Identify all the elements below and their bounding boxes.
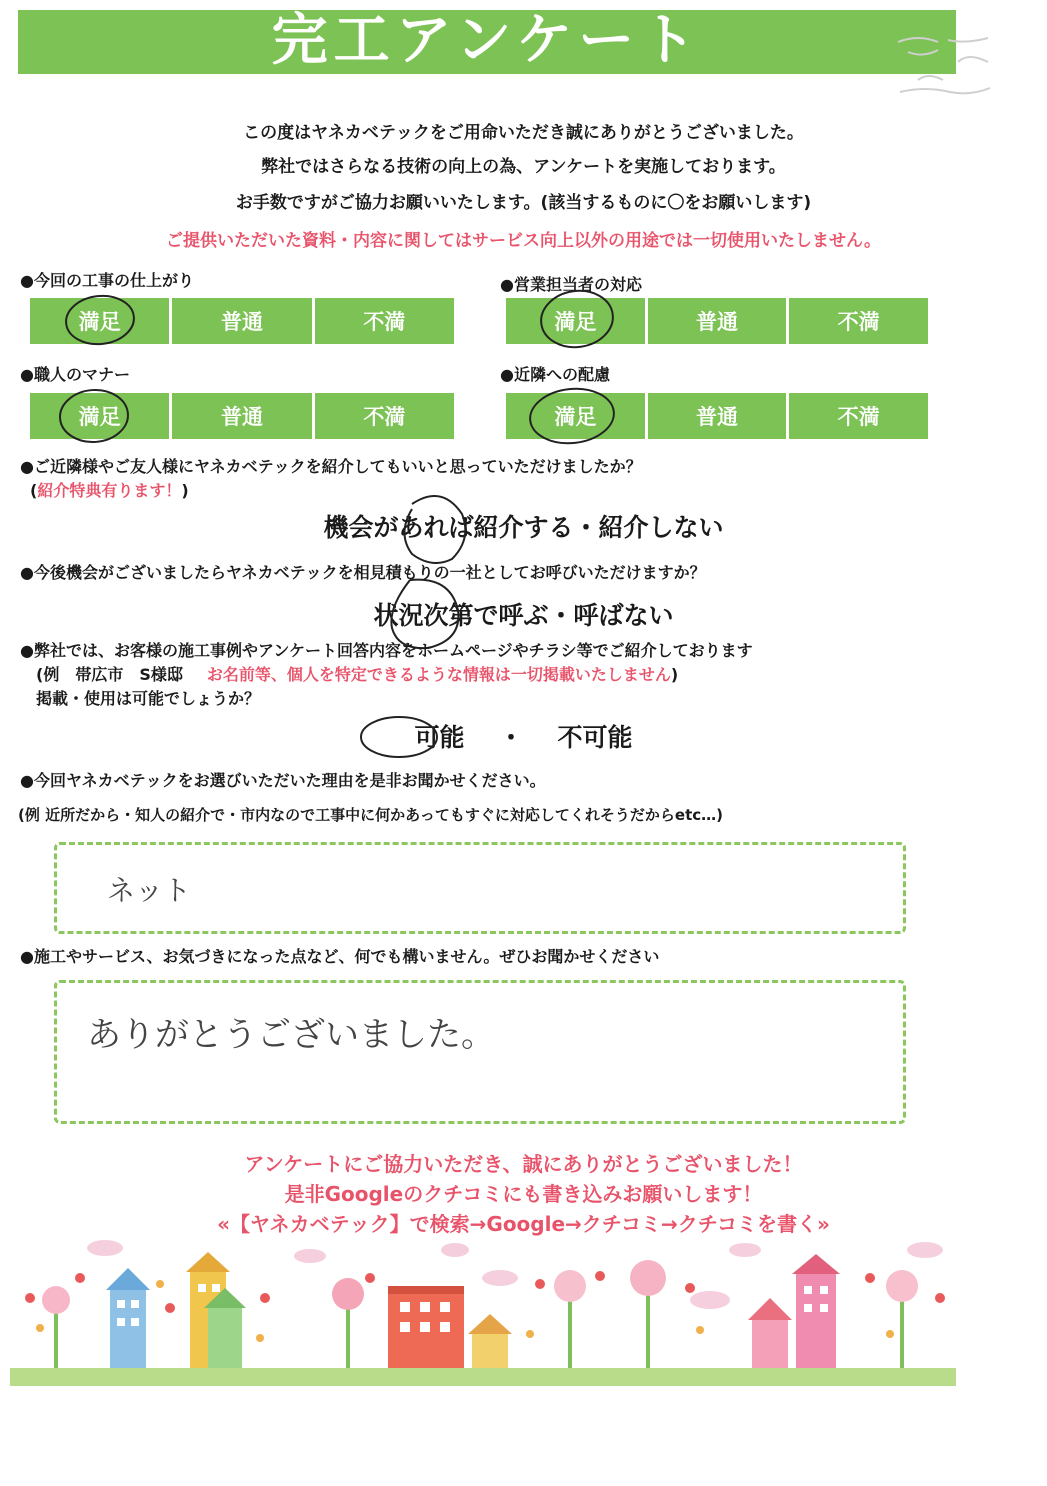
publish-choices: 可能 ・ 不可能: [414, 723, 633, 752]
ink-stamp-icon: [878, 22, 1013, 112]
thanks-line-2: 是非Googleのクチコミにも書き込みお願いします！: [284, 1182, 763, 1206]
hand-circle-mark-icon: [534, 286, 620, 352]
publish-example: (例 帯広市 S様邸 お名前等、個人を特定できるような情報は一切掲載いたしません): [36, 665, 679, 684]
referral-bonus-text: 紹介特典有ります！: [37, 481, 182, 500]
publish-question: ●弊社では、お客様の施工事例やアンケート回答内容をホームページやチラシ等でご紹介しております: [20, 641, 753, 660]
option-normal[interactable]: 普通: [648, 393, 790, 439]
choice-refer[interactable]: 機会があれば紹介する: [323, 513, 574, 542]
option-satisfied[interactable]: 満足: [506, 298, 648, 344]
referral-question: ●ご近隣様やご友人様にヤネカベテックを紹介してもいいと思っていただけましたか？: [20, 457, 642, 476]
estimate-question: ●今後機会がございましたらヤネカベテックを相見積もりの一社としてお呼びいただけますか？: [20, 563, 706, 582]
intro-line-3: お手数ですがご協力お願いいたします。(該当するものに〇をお願いします): [235, 193, 812, 213]
estimate-choices: 状況次第で呼ぶ・呼ばない: [373, 601, 674, 630]
rating-label-neighbors: ●近隣への配慮: [500, 365, 610, 384]
hand-circle-mark-icon: [524, 384, 620, 448]
choice-call[interactable]: 状況次第で呼ぶ: [373, 601, 549, 630]
page-title: 完工アンケート: [271, 8, 703, 73]
option-dissatisfied[interactable]: 不満: [363, 310, 406, 334]
choice-no-refer[interactable]: 紹介しない: [598, 513, 724, 542]
rating-label-manners: ●職人のマナー: [20, 365, 130, 384]
hand-circle-mark-icon: [60, 290, 140, 350]
choice-no-call[interactable]: 呼ばない: [573, 601, 674, 630]
thanks-line-1: アンケートにご協力いただき、誠にありがとうございました！: [244, 1152, 803, 1176]
option-satisfied[interactable]: 満足: [30, 298, 172, 344]
option-satisfied[interactable]: 満足: [506, 393, 648, 439]
rating-label-sales: ●営業担当者の対応: [500, 275, 642, 294]
intro-line-2: 弊社ではさらなる技術の向上の為、アンケートを実施しております。: [261, 157, 786, 177]
rating-label-finish: ●今回の工事の仕上がり: [20, 271, 194, 290]
referral-note: (紹介特典有ります！): [30, 481, 189, 500]
reason-answer-text: ネット: [107, 874, 192, 907]
reason-question: ●今回ヤネカベテックをお選びいただいた理由を是非お聞かせください。: [20, 771, 546, 790]
town-illustration-icon: [10, 1238, 956, 1386]
option-dissatisfied[interactable]: 不満: [363, 405, 406, 429]
option-dissatisfied[interactable]: 不満: [837, 310, 880, 334]
option-normal[interactable]: 普通: [172, 393, 314, 439]
feedback-question: ●施工やサービス、お気づきになった点など、何でも構いません。ぜひお聞かせください: [20, 947, 660, 966]
thanks-line-3: «【ヤネカベテック】で検索→Google→クチコミ→クチコミを書く»: [217, 1212, 830, 1236]
choice-disallow[interactable]: 不可能: [557, 723, 633, 752]
intro-line-1: この度はヤネカベテックをご用命いただき誠にありがとうございました。: [243, 123, 804, 143]
reason-example: (例 近所だから・知人の紹介で・市内なので工事中に何かあってもすぐに対応してくれそうだからetc…): [18, 806, 724, 824]
option-normal[interactable]: 普通: [172, 298, 314, 344]
option-satisfied[interactable]: 満足: [30, 393, 172, 439]
publish-question-2: 掲載・使用は可能でしょうか？: [36, 689, 261, 708]
option-normal[interactable]: 普通: [648, 298, 790, 344]
reason-answer-box[interactable]: [54, 842, 906, 934]
hand-circle-mark-icon: [54, 384, 134, 448]
hand-circle-mark-icon: [356, 712, 442, 762]
option-dissatisfied[interactable]: 不満: [837, 405, 880, 429]
feedback-answer-text: ありがとうございました。: [87, 1015, 495, 1055]
publish-privacy-note: お名前等、個人を特定できるような情報は一切掲載いたしません: [206, 665, 671, 684]
feedback-answer-box[interactable]: [54, 980, 906, 1124]
privacy-notice: ご提供いただいた資料・内容に関してはサービス向上以外の用途では一切使用いたしません。: [165, 231, 882, 251]
referral-choices: 機会があれば紹介する・紹介しない: [323, 513, 724, 542]
hand-circle-mark-icon: [392, 484, 472, 564]
choice-allow[interactable]: 可能: [414, 723, 465, 752]
